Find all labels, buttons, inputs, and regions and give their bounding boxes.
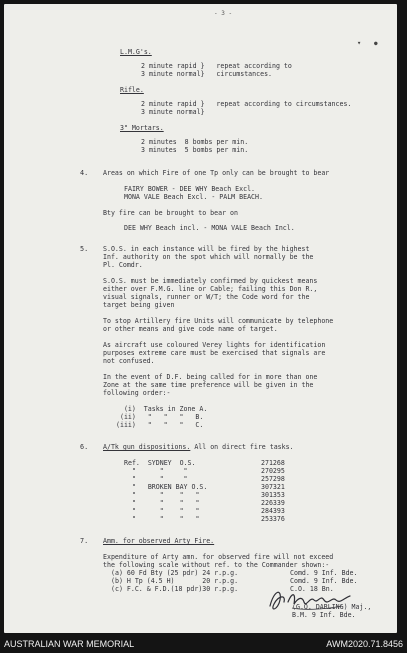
s5-paragraph-line: In the event of D.F. being called for in more than one bbox=[103, 373, 318, 381]
atk-ref: " " " bbox=[124, 475, 188, 483]
s5-paragraph-line: Pl. Comdr. bbox=[103, 261, 143, 269]
margin-mark: ▾ bbox=[357, 39, 362, 47]
s7-line: the following scale without ref. to the Commander shown:- bbox=[103, 561, 330, 569]
atk-ref: " " " " bbox=[124, 499, 200, 507]
rifle-heading: Rifle. bbox=[120, 86, 144, 94]
s5-paragraph-line: or other means and give code name of target. bbox=[103, 325, 278, 333]
atk-gridref: 253376 bbox=[261, 515, 285, 523]
atk-gridref: 301353 bbox=[261, 491, 285, 499]
s5-paragraph-line: target being given bbox=[103, 301, 175, 309]
atk-gridref: 226339 bbox=[261, 499, 285, 507]
section-7-number: 7. bbox=[80, 537, 89, 545]
s5-paragraph-line: S.O.S. in each instance will be fired by the highest bbox=[103, 245, 310, 253]
signature-name: (G.O. DARLING) Maj., bbox=[292, 603, 372, 611]
amn-item: (c) F.C. & F.D.(18 pdr)30 r.p.g. bbox=[111, 585, 239, 593]
atk-gridref: 284393 bbox=[261, 507, 285, 515]
lmgs-heading: L.M.G's. bbox=[120, 48, 152, 56]
area-line: MONA VALE Beach Excl. - PALM BEACH. bbox=[124, 193, 263, 201]
zone-order-item: (ii) " " " B. bbox=[116, 413, 204, 421]
rifle-line: 2 minute rapid } repeat according to circumstances. bbox=[141, 100, 352, 108]
signature-role: B.M. 9 Inf. Bde. bbox=[292, 611, 356, 619]
atk-ref: " BROKEN BAY O.S. bbox=[124, 483, 208, 491]
amn-commander: Comd. 9 Inf. Bde. bbox=[290, 577, 358, 585]
page-number: - 3 - bbox=[214, 10, 233, 17]
atk-ref: Ref. SYDNEY O.S. bbox=[124, 459, 196, 467]
s7-line: Expenditure of Arty amn. for observed fire will not exceed bbox=[103, 553, 334, 561]
section-4-number: 4. bbox=[80, 169, 89, 177]
margin-mark: ● bbox=[374, 40, 378, 47]
footer-accession-number: AWM2020.71.8456 bbox=[326, 639, 403, 649]
section-6-heading bbox=[103, 443, 294, 451]
lmgs-line: 3 minute normal} circumstances. bbox=[141, 70, 273, 78]
bty-area: DEE WHY Beach incl. - MONA VALE Beach Incl. bbox=[124, 224, 295, 232]
s5-paragraph-line: not confused. bbox=[103, 357, 155, 365]
zone-order-item: (i) Tasks in Zone A. bbox=[116, 405, 208, 413]
s5-paragraph-line: either over F.M.G. line or Cable; failing this Don R., bbox=[103, 285, 318, 293]
atk-ref: " " " bbox=[124, 467, 188, 475]
section-4-intro: Areas on which Fire of one Tp only can be brought to bear bbox=[103, 169, 330, 177]
s5-paragraph-line: Zone at the same time preference will be given in the bbox=[103, 381, 314, 389]
zone-order-item: (iii) " " " C. bbox=[116, 421, 204, 429]
rifle-line: 3 minute normal} bbox=[141, 108, 205, 116]
amn-item: (a) 60 Fd Bty (25 pdr) 24 r.p.g. bbox=[111, 569, 239, 577]
atk-gridref: 307321 bbox=[261, 483, 285, 491]
section-6-heading-rest: All on direct fire tasks. bbox=[190, 443, 294, 451]
mortars-line: 2 minutes 8 bombs per min. bbox=[141, 138, 249, 146]
s5-paragraph-line: Inf. authority on the spot which will normally be the bbox=[103, 253, 314, 261]
section-6-heading-underlined: A/Tk gun dispositions. bbox=[103, 443, 191, 451]
atk-gridref: 257298 bbox=[261, 475, 285, 483]
atk-ref: " " " " bbox=[124, 491, 200, 499]
atk-ref: " " " " bbox=[124, 515, 200, 523]
s5-paragraph-line: following order:- bbox=[103, 389, 171, 397]
area-line: FAIRY BOWER - DEE WHY Beach Excl. bbox=[124, 185, 256, 193]
section-6-number: 6. bbox=[80, 443, 89, 451]
bty-line: Bty fire can be brought to bear on bbox=[103, 209, 238, 217]
amn-commander: C.O. 18 Bn. bbox=[290, 585, 334, 593]
atk-ref: " " " " bbox=[124, 507, 200, 515]
s5-paragraph-line: S.O.S. must be immediately confirmed by quickest means bbox=[103, 277, 318, 285]
s5-paragraph-line: purposes extreme care must be exercised that signals are bbox=[103, 349, 326, 357]
lmgs-line: 2 minute rapid } repeat according to bbox=[141, 62, 292, 70]
atk-gridref: 270295 bbox=[261, 467, 285, 475]
archive-footer bbox=[0, 636, 407, 653]
document-page bbox=[4, 4, 397, 633]
s5-paragraph-line: To stop Artillery fire Units will communicate by telephone bbox=[103, 317, 334, 325]
s5-paragraph-line: As aircraft use coloured Verey lights for identification bbox=[103, 341, 326, 349]
section-7-heading: Amm. for observed Arty Fire. bbox=[103, 537, 215, 545]
mortars-line: 3 minutes 5 bombs per min. bbox=[141, 146, 249, 154]
amn-commander: Comd. 9 Inf. Bde. bbox=[290, 569, 358, 577]
amn-item: (b) H Tp (4.5 H) 20 r.p.g. bbox=[111, 577, 239, 585]
section-5-number: 5. bbox=[80, 245, 89, 253]
mortars-heading: 3" Mortars. bbox=[120, 124, 164, 132]
footer-institution: AUSTRALIAN WAR MEMORIAL bbox=[4, 639, 135, 649]
s5-paragraph-line: visual signals, runner or W/T; the Code word for the bbox=[103, 293, 310, 301]
atk-gridref: 271268 bbox=[261, 459, 285, 467]
